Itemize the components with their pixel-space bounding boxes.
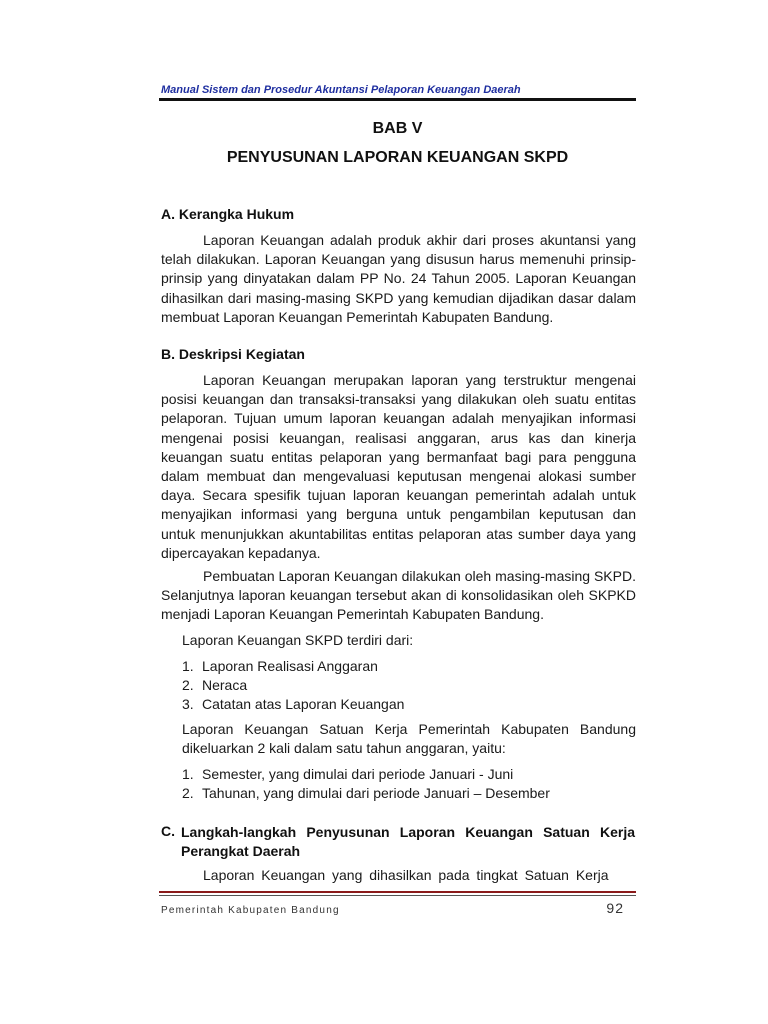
list-item-number: 3.: [182, 696, 194, 713]
footer-rule-dark: [159, 895, 636, 896]
footer-rule-red: [159, 891, 636, 893]
period-intro: Laporan Keuangan Satuan Kerja Pemerintah Kabupaten Bandung dikeluarkan 2 kali dalam satu tahun anggaran, yaitu:: [182, 721, 636, 757]
running-header: Manual Sistem dan Prosedur Akuntansi Pelaporan Keuangan Daerah: [161, 84, 521, 96]
list-item: [182, 695, 404, 714]
list-item-text: Laporan Realisasi Anggaran: [202, 658, 378, 674]
list-item-text: Tahunan, yang dimulai dari periode Januari – Desember: [202, 785, 550, 802]
section-b-heading: B. Deskripsi Kegiatan: [161, 346, 305, 362]
section-b-paragraph-2: Pembuatan Laporan Keuangan dilakukan oleh masing-masing SKPD. Selanjutnya laporan keuangan tersebut akan di konsolidasikan oleh SKPKD menjadi Laporan Keuangan Pemerintah Kabupaten Bandung.: [161, 568, 636, 623]
components-list: [182, 657, 404, 715]
list-item-number: 2.: [182, 785, 194, 802]
list-item-text: Catatan atas Laporan Keuangan: [202, 696, 405, 713]
page-number: 92: [606, 900, 624, 916]
list-item-text: Semester, yang dimulai dari periode Januari - Juni: [202, 766, 514, 782]
footer-organization: Pemerintah Kabupaten Bandung: [161, 905, 340, 916]
header-rule: [159, 98, 636, 101]
section-c-paragraph: Laporan Keuangan yang dihasilkan pada tingkat Satuan Kerja: [203, 867, 609, 883]
list-item: [182, 765, 550, 784]
section-c-title: Langkah-langkah Penyusunan Laporan Keuangan Satuan Kerja Perangkat Daerah: [181, 824, 635, 859]
section-b-paragraph-1: Laporan Keuangan merupakan laporan yang terstruktur mengenai posisi keuangan dan transaksi-transaksi yang dilakukan oleh suatu entitas pelaporan. Tujuan umum laporan keuangan adalah menyajikan informasi mengenai posisi keuangan, realisasi anggaran, arus kas dan kinerja keuangan suatu entitas pelaporan yang bermanfaat bagi para pengguna dalam membuat dan mengevaluasi keputusan mengenai alokasi sumber daya. Secara spesifik tujuan laporan keuangan pemerintah adalah untuk menyajikan informasi yang berguna untuk pengambilan keputusan dan untuk menunjukkan akuntabilitas entitas pelaporan atas sumber daya yang dipercayakan kepadanya.: [161, 372, 636, 561]
components-intro: Laporan Keuangan SKPD terdiri dari:: [182, 632, 414, 648]
chapter-number: BAB V: [372, 120, 423, 137]
list-item-number: 1.: [182, 766, 194, 782]
list-item-text: Neraca: [202, 677, 248, 694]
list-item-number: 1.: [182, 658, 194, 674]
chapter-title: PENYUSUNAN LAPORAN KEUANGAN SKPD: [226, 149, 569, 166]
list-item: [182, 657, 404, 676]
section-c-heading: [161, 823, 635, 861]
list-item-number: 2.: [182, 677, 194, 694]
section-a-heading: A. Kerangka Hukum: [161, 206, 295, 222]
list-item: [182, 784, 550, 803]
list-item: [182, 676, 404, 695]
periods-list: [182, 765, 550, 803]
section-c-letter: C.: [161, 823, 175, 839]
section-a-paragraph: Laporan Keuangan adalah produk akhir dari proses akuntansi yang telah dilakukan. Laporan Keuangan yang disusun harus memenuhi prinsip-prinsip yang dinyatakan dalam PP No. 24 Tahun 2005. Laporan Keuangan dihasilkan dari masing-masing SKPD yang kemudian dijadikan dasar dalam membuat Laporan Keuangan Pemerintah Kabupaten Bandung.: [161, 232, 636, 325]
